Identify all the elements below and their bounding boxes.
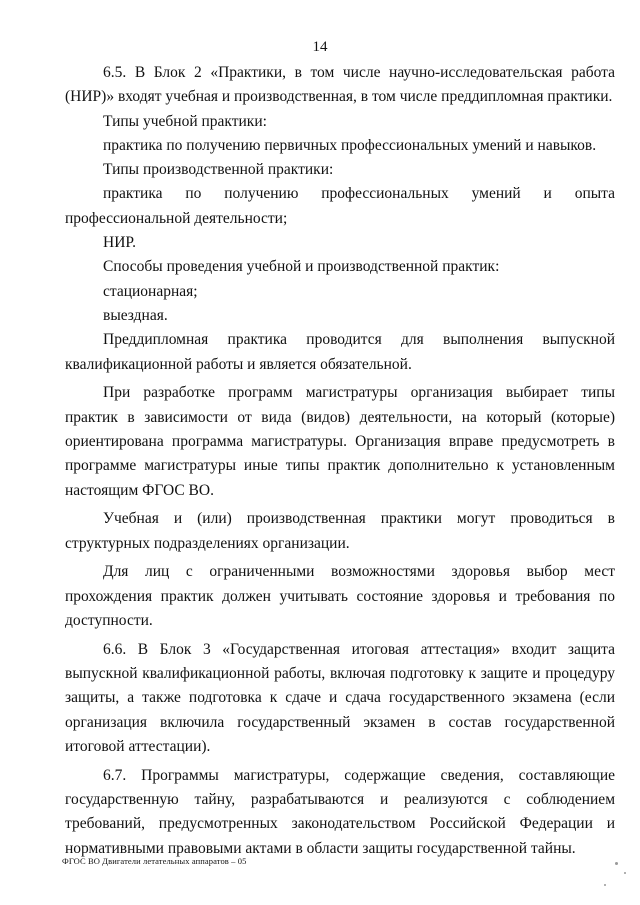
scan-artifact	[604, 884, 606, 886]
page-footer: ФГОС ВО Двигатели летательных аппаратов – 05	[62, 856, 247, 866]
paragraph-6-5: 6.5. В Блок 2 «Практики, в том числе научно-исследовательская работа (НИР)» входят учебная и производственная, в том числе преддипломная практики.	[65, 64, 615, 106]
page-number: 14	[312, 39, 328, 55]
document-body	[65, 61, 615, 861]
paragraph-6-7: 6.7. Программы магистратуры, содержащие сведения, составляющие государственную тайну, разрабатываются и реализуются с соблюдением требований, предусмотренных законодательством Российской Федерации и нормативными правовыми актами в области защиты государственной тайны.	[65, 766, 615, 857]
paragraph-stationary: стационарная;	[103, 282, 198, 300]
paragraph-prediploma: Преддипломная практика проводится для выполнения выпускной квалификационной работы и является обязательной.	[65, 331, 615, 373]
paragraph-training-practice: практика по получению первичных профессиональных умений и навыков.	[103, 136, 597, 154]
paragraph-production-types-heading: Типы производственной практики:	[103, 161, 334, 179]
paragraph-professional-practice: практика по получению профессиональных умений и опыта профессиональной деятельности;	[65, 185, 615, 227]
scan-artifact	[624, 872, 626, 874]
paragraph-6-6: 6.6. В Блок 3 «Государственная итоговая аттестация» входит защита выпускной квалификационной работы, включая подготовку к защите и процедуру защиты, а также подготовка к сдаче и сдача государственного экзамена (если организация включила государственный экзамен в состав государственной итоговой аттестации).	[65, 640, 615, 756]
paragraph-practice-selection: При разработке программ магистратуры организация выбирает типы практик в зависимости от вида (видов) деятельности, на который (которые) ориентирована программа магистратуры. Организация вправе предусмотреть в программе магистратуры иные типы практик дополнительно к установленным настоящим ФГОС ВО.	[65, 384, 615, 499]
paragraph-nir: НИР.	[103, 234, 136, 252]
paragraph-field: выездная.	[103, 306, 168, 324]
paragraph-training-types-heading: Типы учебной практики:	[103, 112, 267, 130]
paragraph-methods-heading: Способы проведения учебной и производственной практик:	[103, 258, 500, 276]
paragraph-structural-units: Учебная и (или) производственная практики могут проводиться в структурных подразделениях организации.	[65, 510, 615, 552]
scan-artifact	[615, 862, 618, 865]
paragraph-disabilities: Для лиц с ограниченными возможностями здоровья выбор мест прохождения практик должен учитывать состояние здоровья и требования по доступности.	[65, 563, 615, 630]
